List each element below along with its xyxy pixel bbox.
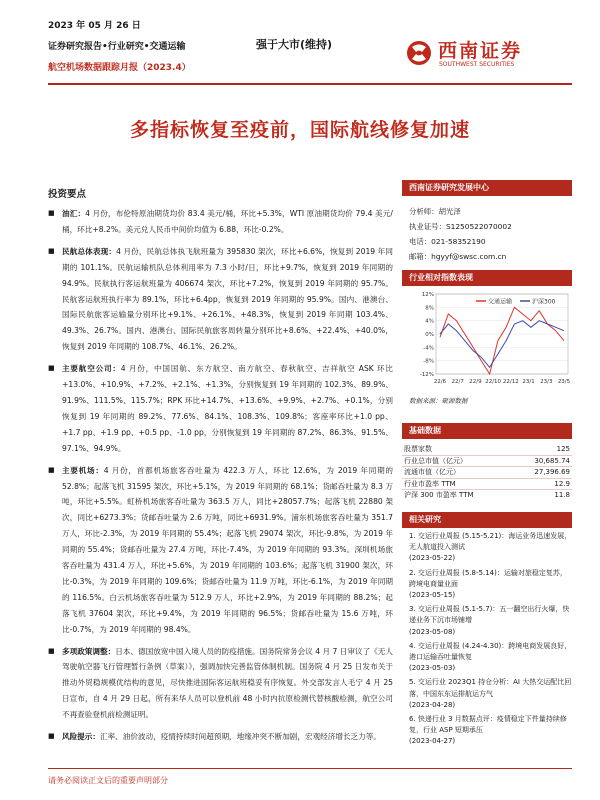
analyst-phone: 电话：021-58352190: [409, 237, 486, 246]
perf-chart-panel: [402, 270, 572, 405]
y-tick-label: 0%: [425, 332, 434, 338]
analyst-name: 分析师：胡光泽: [409, 207, 461, 216]
x-tick-label: 22/10: [485, 379, 502, 385]
brand-name-en: SOUTHWEST SECURITIES: [439, 61, 515, 68]
summary-item: ■ 主要机场：4 月份，首都机场旅客吞吐量为 422.3 万人，环比 12.6%，为 2019 年同期的 52.8%；起落飞机 31595 架次，环比+5.1%，为 2019 年同期的 68.1%；货邮吞吐量为 8.3 万吨，环比+5.5%。虹桥机场旅客吞吐量为 363.5 万人，同比+28057.7%；起落飞机 22880 架次，同比+6273.3%；货邮吞吐量为 2.6 万吨，同比+6931.9%。浦东机场旅客吞吐量为 351.7 万人，环比-2.3%，为 2019 年同期的 55.4%；起落飞机 29074 架次，环比-9.8%，为 2019 年同期的 55.4%；货邮吞吐量为 27.4 万吨，环比-7.4%，为 2019 年同期的 93.3%。深圳机场旅客吞吐量为 431.4 万人，环比+5.6%，为 2019 年同期的 103.6%；起落飞机 31900 架次，环比-0.3%，为 2019 年同期的 109.6%；货邮吞吐量为 11.9 万吨，环比-6.1%，为 2019 年同期的 116.5%。白云机场旅客吞吐量为 512.9 万人，环比+2.9%，为 2019 年同期的 88.2%；起落飞机 37604 架次，环比+9.4%，为 2019 年同期的 96.5%；货邮吞吐量为 15.6 万吨，环比-0.7%，为 2019 年同期的 98.4%。: [48, 463, 393, 638]
related-item[interactable]: 5. 交运行业 2023Q1 持仓分析：AI 大热交运配比回落，中国东东运排航运方气 (2023-04-28): [409, 678, 572, 709]
basic-data-row: 行业市盈率 TTM 12.9: [402, 479, 572, 491]
summary-item: ■ 多项政策调整：日本、德国放宽中国入境人员的防疫措施。国务院常务会议 4 月 7 日审议了《无人驾驶航空器飞行管理暂行条例（草案）》，强调加快完善监管体制机制。国务院 4 月 25 日发布关于推动外贸稳规模优结构的意见，尽快推进国际客运航班稳妥有序恢复。外交部发言人毛宁 4 月 25 日宣布，自 4 月 29 日起，所有来华人员可以登机前 48 小时内抗原检测代替核酸检测，航空公司不再查验登机前检测证明。: [48, 644, 393, 724]
related-heading: 相关研究: [402, 512, 572, 528]
report-series: 航空机场数据跟踪月报（2023.4）: [48, 63, 191, 73]
x-tick-label: 22/6: [433, 379, 447, 385]
x-tick-label: 22/12: [502, 379, 519, 385]
analyst-license: 执业证号：S1250522070002: [409, 222, 512, 231]
header-divider: [48, 83, 572, 85]
x-tick-label: 22/9: [469, 379, 482, 385]
basic-data-panel: [402, 423, 572, 501]
legend-label-series1: 交通运输: [488, 298, 513, 306]
y-tick-label: 8%: [425, 305, 434, 312]
x-tick-label: 23/1: [522, 379, 535, 385]
y-tick-label: 12%: [421, 292, 434, 298]
footer-divider: [48, 768, 572, 769]
y-tick-label: -8%: [423, 358, 434, 365]
perf-chart-heading: 行业相对指数表现: [402, 270, 572, 286]
brand-logo: [406, 34, 556, 74]
investment-summary: [48, 186, 393, 751]
summary-heading: 投资要点: [48, 189, 87, 200]
analyst-heading: 西南证券研究发展中心: [402, 180, 572, 196]
series-line-1: [440, 307, 564, 374]
related-item[interactable]: 1. 交运行业周报 (5.15-5.21)：海运业务迅速发展，无人航道投入测试 (2023-05-22): [409, 532, 572, 563]
report-date: 2023 年 05 月 26 日: [48, 21, 141, 31]
related-item[interactable]: 3. 交运行业周报 (5.1-5.7)：五一翻空出行火爆，快递业务下沉市场铺增 (2023-05-08): [409, 605, 570, 636]
perf-chart: [402, 290, 572, 390]
report-type: 证券研究报告•行业研究•交通运输: [48, 42, 186, 52]
summary-item: ■ 民航总体表现：4 月份，民航总体执飞航班量为 395830 架次，环比+6.6%，恢复到 2019 年同期的 101.1%。民航运输机队总体利用率为 7.3 小时/日，环比+9.7%，恢复到 2019 年同期的 94.9%。民航执行客运航班量为 406674 架次，环比+7.2%，恢复到 2019 年同期的 95.7%。民航客运航班执行率为 89.1%，环比+6.4pp，恢复到 2019 年同期的 95.9%。国内、港澳台、国际民航旅客运输量分别环比+9.1%、+26.1%、+48.3%，恢复到 2019 年同期 103.4%、49.3%、26.7%。国内、港澳台、国际民航旅客周转量分别环比+8.6%、+22.4%、+40.0%，恢复到 2019 年同期的 108.7%、46.1%、26.2%。: [48, 244, 393, 355]
basic-data-row: 沪深 300 市盈率 TTM 11.8: [404, 491, 570, 499]
basic-data-row: 股票家数 125: [402, 444, 572, 456]
series-line-2: [440, 321, 564, 368]
y-tick-label: -12%: [419, 372, 434, 378]
y-tick-label: -4%: [423, 345, 434, 352]
report-title: 多指标恢复至疫前，国际航线修复加速: [129, 119, 470, 141]
basic-data-row: 行业总市值（亿元） 30,685.74: [402, 456, 572, 468]
industry-rating: 强于大市(维持): [256, 38, 333, 51]
basic-data-row: 流通市值（亿元） 27,396.69: [402, 467, 572, 479]
analyst-email[interactable]: 邮箱：hgyyf@swsc.com.cn: [409, 252, 507, 261]
x-tick-label: 23/5: [557, 379, 571, 385]
basic-data-heading: 基础数据: [402, 423, 572, 439]
related-item[interactable]: 2. 交运行业周报 (5.8-5.14)：运输对旅稳定复苏，跨境电商量业面 (2023-05-15): [409, 568, 567, 600]
summary-item: ■ 主要航空公司：4 月份，中国国航、东方航空、南方航空、春秋航空、吉祥航空 ASK 环比+13.0%、+10.9%、+7.2%、+2.1%、+1.3%，分别恢复到 19 年同期的 102.3%、89.9%、91.9%、111.5%、115.7%；RPK 环比+14.7%、+13.6%、+9.9%、+2.7%、+0.1%，分别恢复到 19 年同期的 89.2%、77.6%、84.1%、108.3%、109.8%；客座率环比+1.0 pp、+1.7 pp、+1.9 pp、+0.5 pp、-1.0 pp，分别恢复到 19 年同期的 87.2%、86.3%、91.5%、97.1%、94.9%。: [48, 361, 393, 456]
brand-mark-icon: [406, 38, 432, 68]
chart-source: 数据来源：聚源数据: [409, 397, 468, 405]
footer-disclaimer: 请务必阅读正文后的重要声明部分: [48, 776, 168, 785]
related-item[interactable]: 4. 交运行业周报 (4.24-4.30)：跨境电商发展良好，港口运输吞吐量恢复 (2023-05-03): [409, 641, 572, 673]
summary-item: ■ 风险提示：汇率、油价波动，疫情持续时间超预期，地缘冲突不断加剧，宏观经济增长乏力等。: [48, 729, 393, 745]
x-tick-label: 23/3: [540, 379, 553, 385]
brand-name-cn: 西南证券: [438, 40, 523, 62]
x-tick-label: 22/7: [451, 379, 464, 385]
summary-item: ■ 油汇：4 月份，布伦特原油期货均价 83.4 美元/桶，环比+5.3%，WTI 原油期货均价 79.4 美元/桶，环比+8.2%。美元兑人民币中间价均值为 6.88，环比-0.2%。: [48, 206, 393, 238]
related-item[interactable]: 6. 快递行业 3 月数据点评：疫情稳定下件量持续修复，行业 ASP 短期承压 (2023-04-27): [409, 715, 567, 746]
y-tick-label: 4%: [425, 318, 434, 325]
related-research-panel: [402, 512, 572, 748]
legend-label-series2: 沪深300: [532, 298, 556, 306]
analyst-panel: [402, 180, 572, 264]
